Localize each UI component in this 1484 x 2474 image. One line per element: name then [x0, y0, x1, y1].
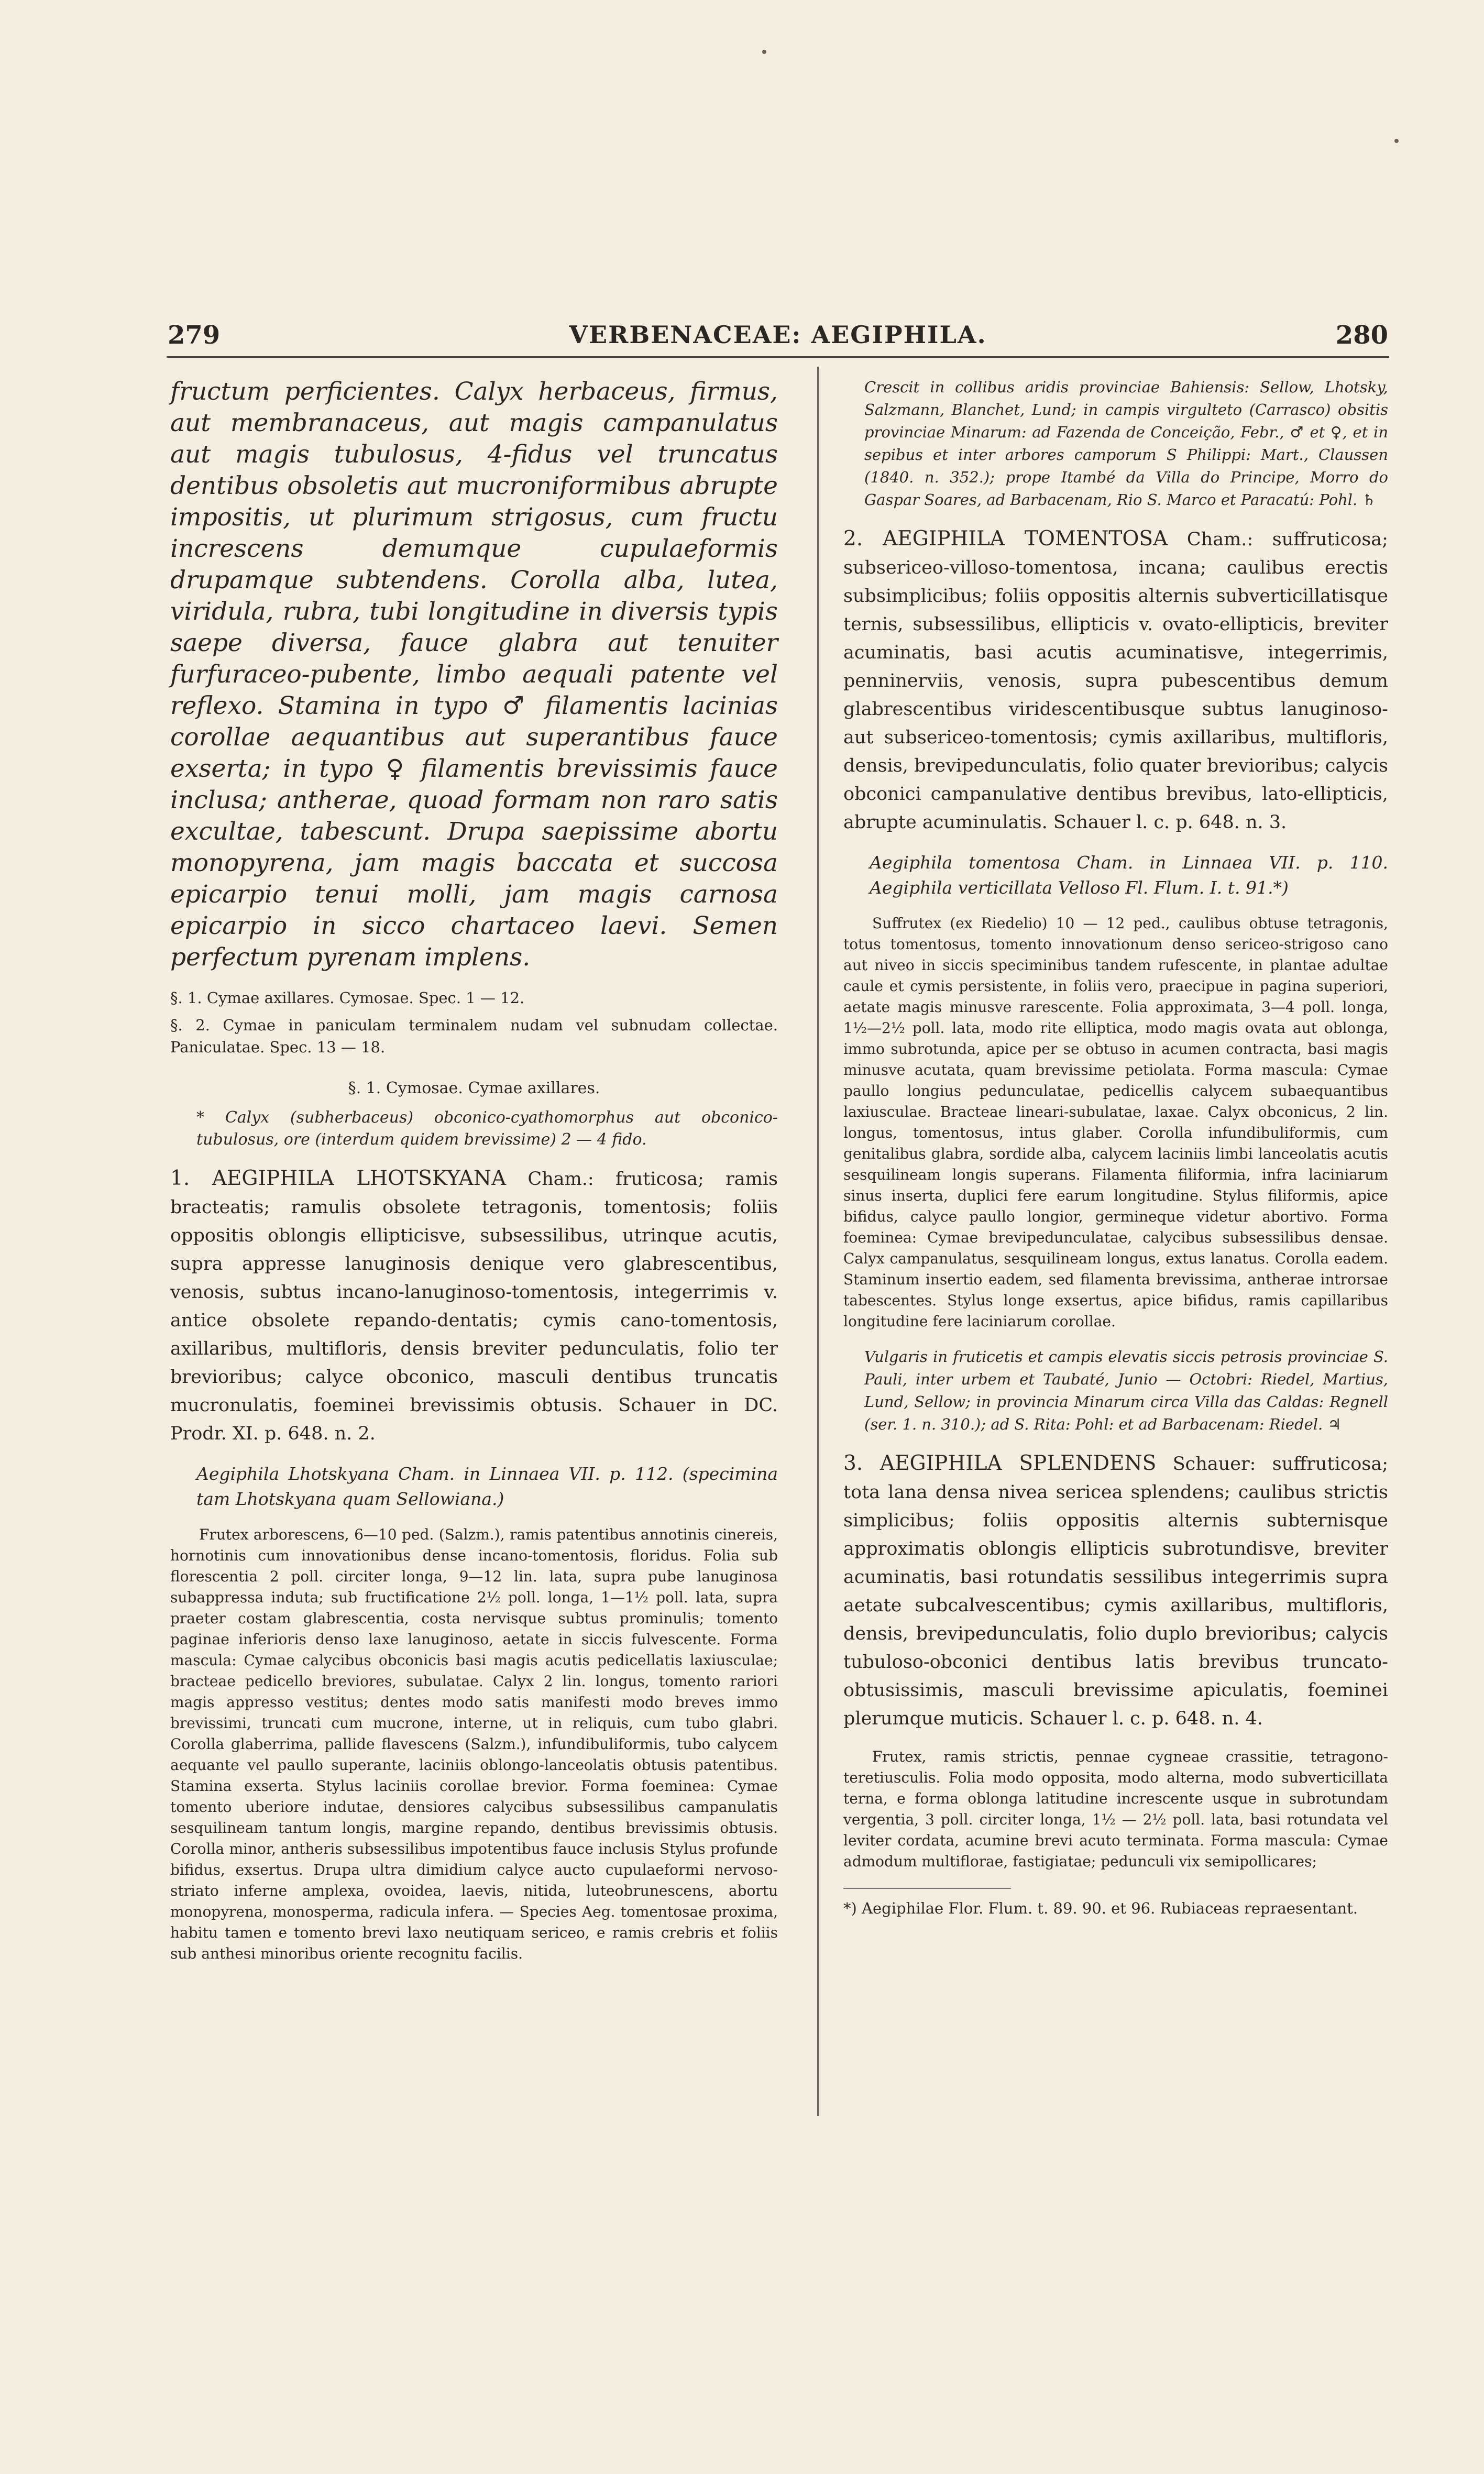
species-1-text: Cham.: fruticosa; ramis bracteatis; ramulis obsolete tetragonis, tomentosis; foliis oppositis oblongis ellipticisve, subsessilibus, utrinque acutis, supra appresse lanuginosis denique vero glabrescentibus, venosis, subtus incano-lanuginoso-tomentosis, integerrimis v. antice obsolete repando-dentatis; cymis cano-tomentosis, axillaribus, multifloris, densis breviter pedunculatis, folio ter brevioribus; calyce obconico, masculi dentibus truncatis mucronulatis, foeminei brevissimis obtusis. Schauer in DC. Prodr. XI. p. 648. n. 2.: [170, 1169, 778, 1444]
section-1-summary: §. 1. Cymae axillares. Cymosae. Spec. 1 — 12.: [170, 989, 525, 1007]
species-3-diagnosis: [843, 1449, 1388, 1733]
footnote-rule: [843, 1888, 1011, 1889]
species-2-title: 2. AEGIPHILA TOMENTOSA: [843, 527, 1168, 551]
paper-speck: [762, 50, 766, 54]
species-2-text: Cham.: suffruticosa; subsericeo-villoso-tomentosa, incana; caulibus erectis subsimplicibus; foliis oppositis alternis subverticillatisque ternis, subsessilibus, ellipticis v. ovato-ellipticis, breviter acuminatis, basi acutis acuminatisve, integerrimis, penninerviis, venosis, supra pubescentibus demum glabrescentibus viridescentibusque subtus lanuginoso- aut subsericeo-tomentosis; cymis axillaribus, multifloris, densis, brevipedunculatis, folio quater brevioribus; calycis obconici campanulative dentibus brevibus, lato-ellipticis, abrupte acuminulatis. Schauer l. c. p. 648. n. 3.: [843, 529, 1388, 833]
running-title: VERBENACEAE: AEGIPHILA.: [569, 321, 987, 349]
paper-speck: [1394, 139, 1399, 143]
left-column: [170, 376, 778, 1978]
page-number-right: 280: [1335, 321, 1388, 350]
page-number-left: 279: [168, 321, 221, 350]
key-entry: * Calyx (subherbaceus) obconico-cyathomorphus aut obconico-tubulosus, ore (interdum quidem brevissime) 2 — 4 fido.: [196, 1108, 778, 1149]
species-2-description: Suffrutex (ex Riedelio) 10 — 12 ped., caulibus obtuse tetragonis, totus tomentosus, tomento innovationum denso sericeo-strigoso cano aut niveo in siccis speciminibus tandem rufescente, in plantae adultae caule et cymis persistente, in foliis vero, praecipue in pagina superiori, aetate magis minusve rarescente. Folia approximata, 3—4 poll. longa, 1½—2½ poll. lata, modo rite elliptica, modo magis ovata aut oblonga, immo subrotunda, apice per se obtuso in acumen contracta, basi magis minusve acutata, quam brevissime petiolata. Forma mascula: Cymae paullo longius pedunculatae, pedicellis calycem subaequantibus laxiusculae. Bracteae lineari-subulatae, laxae. Calyx obconicus, 2 lin. longus, tomentosus, intus glaber. Corolla infundibuliformis, cum genitalibus glabra, sordide alba, calycem laciniis limbi lanceolatis acutis sesquilineam longis superans. Filamenta filiformia, infra laciniarum sinus inserta, duplici fere earum longitudine. Stylus filiformis, apice bifidus, calyce paullo longior, germineque videtur abortivo. Forma foeminea: Cymae brevipedunculatae, calycibus subsessilibus densae. Calyx campanulatus, sesquilineam longus, extus lanatus. Corolla eadem. Staminum insertio eadem, sed filamenta brevissima, antherae introrsae tabescentes. Stylus longe exsertus, apice bifidus, ramis capillaribus longitudine fere laciniarum corollae.: [843, 915, 1388, 1330]
species-1-title: 1. AEGIPHILA LHOTSKYANA: [170, 1167, 507, 1190]
genus-description-continued: fructum perficientes. Calyx herbaceus, firmus, aut membranaceus, aut magis campanulatus aut magis tubulosus, 4-fidus vel truncatus dentibus obsoletis aut mucroniformibus abrupte impositis, ut plurimum strigosus, cum fructu increscens demumque cupulaeformis drupamque subtendens. Corolla alba, lutea, viridula, rubra, tubi longitudine in diversis typis saepe diversa, fauce glabra aut tenuiter furfuraceo-pubente, limbo aequali patente vel reflexo. Stamina in typo ♂ filamentis lacinias corollae aequantibus aut superantibus fauce exserta; in typo ♀ filamentis brevissimis fauce inclusa; antherae, quoad formam non raro satis excultae, tabescunt. Drupa saepissime abortu monopyrena, jam magis baccata et succosa epicarpio tenui molli, jam magis carnosa epicarpio in sicco chartaceo laevi. Semen perfectum pyrenam implens.: [170, 377, 778, 972]
species-3-title: 3. AEGIPHILA SPLENDENS: [843, 1452, 1157, 1475]
species-1-description: Frutex arborescens, 6—10 ped. (Salzm.), ramis patentibus annotinis cinereis, hornotinis cum innovationibus dense incano-tomentosis, floridus. Folia sub florescentia 2 poll. circiter longa, 9—12 lin. lata, supra pube lanuginosa subappressa induta; sub fructificatione 2½ poll. longa, 1—1½ poll. lata, supra praeter costam glabrescentia, costa nervisque subtus prominulis; tomento paginae inferioris denso laxe lanuginoso, aetate in siccis fulvescente. Forma mascula: Cymae calycibus obconicis basi magis acutis pedicellatis laxiusculae; bracteae pedicello breviores, subulatae. Calyx 2 lin. longus, tomento rariori magis appresso vestitus; dentes modo satis manifesti modo breves immo brevissimi, truncati cum mucrone, interne, ut in reliquis, cum tubo glabri. Corolla glaberrima, pallide flavescens (Salzm.), infundibuliformis, tubo calycem aequante vel paullo superante, laciniis oblongo-lanceolatis obtusis patentibus. Stamina exserta. Stylus laciniis corollae brevior. Forma foeminea: Cymae tomento uberiore indutae, densiores calycibus subsessilibus campanulatis sesquilineam tantum longis, margine repando, dentibus brevissimis obtusis. Corolla minor, antheris subsessilibus impotentibus fauce inclusis Stylus profunde bifidus, exsertus. Drupa ultra dimidium calyce aucto cupulaeformi nervoso-striato inferne amplexa, ovoidea, laevis, nitida, luteobrunescens, abortu monopyrena, monosperma, radicula infera. — Species Aeg. tomentosae proxima, habitu tamen e tomento brevi laxo neutiquam sericeo, e ramis crebris et foliis sub anthesi minoribus oriente recognitu facilis.: [170, 1526, 778, 1962]
species-2-synonymy: Aegiphila tomentosa Cham. in Linnaea VII. p. 110. Aegiphila verticillata Velloso Fl. Flum. I. t. 91.*): [870, 852, 1388, 898]
right-column: [843, 376, 1388, 1933]
species-2-habitat: Vulgaris in fruticetis et campis elevatis siccis petrosis provinciae S. Pauli, inter urbem et Taubaté, Junio — Octobri: Riedel, Martius, Lund, Sellow; in provincia Minarum circa Villa das Caldas: Regnell (ser. 1. n. 310.); ad S. Rita: Pohl: et ad Barbacenam: Riedel. ♃: [864, 1348, 1388, 1433]
species-2-diagnosis: [843, 525, 1388, 837]
section-2-summary: §. 2. Cymae in paniculam terminalem nudam vel subnudam collectae. Paniculatae. Spec. 13 — 18.: [170, 1016, 778, 1056]
section-heading: §. 1. Cymosae. Cymae axillares.: [348, 1079, 600, 1097]
species-1-habitat: Crescit in collibus aridis provinciae Bahiensis: Sellow, Lhotsky, Salzmann, Blanchet, Lund; in campis virgulteto (Carrasco) obsitis provinciae Minarum: ad Fazenda de Conceição, Febr., ♂ et ♀, et in sepibus et inter arbores camporum S Philippi: Mart., Claussen (1840. n. 352.); prope Itambé da Villa do Principe, Morro do Gaspar Soares, ad Barbacenam, Rio S. Marco et Paracatú: Pohl. ♄: [864, 378, 1388, 509]
species-3-text: Schauer: suffruticosa; tota lana densa nivea sericea splendens; caulibus strictis simplicibus; foliis oppositis alternis subternisque approximatis oblongis ellipticis subrotundisve, breviter acuminatis, basi rotundatis sessilibus integerrimis supra aetate subcalvescentibus; cymis axillaribus, multifloris, densis, brevipedunculatis, folio duplo brevioribus; calycis tubuloso-obconici dentibus latis brevibus truncato-obtusissimis, masculi brevissime apiculatis, foeminei plerumque muticis. Schauer l. c. p. 648. n. 4.: [843, 1454, 1388, 1729]
header-rule: [167, 356, 1389, 358]
footnote: *) Aegiphilae Flor. Flum. t. 89. 90. et 96. Rubiaceas repraesentant.: [843, 1899, 1358, 1917]
column-divider: [817, 367, 819, 2116]
running-header: [168, 321, 1388, 357]
species-3-description: Frutex, ramis strictis, pennae cygneae crassitie, tetragono-teretiusculis. Folia modo opposita, modo alterna, modo subverticillata terna, e forma oblonga latitudine increscente usque in subrotundam vergentia, 3 poll. circiter longa, 1½ — 2½ poll. lata, basi rotundata vel leviter cordata, acumine brevi acuto terminata. Forma mascula: Cymae admodum multiflorae, fastigiatae; pedunculi vix semipollicares;: [843, 1748, 1388, 1870]
species-1-diagnosis: [170, 1164, 778, 1448]
species-1-synonymy: Aegiphila Lhotskyana Cham. in Linnaea VII. p. 112. (specimina tam Lhotskyana quam Sellowiana.): [196, 1464, 778, 1509]
